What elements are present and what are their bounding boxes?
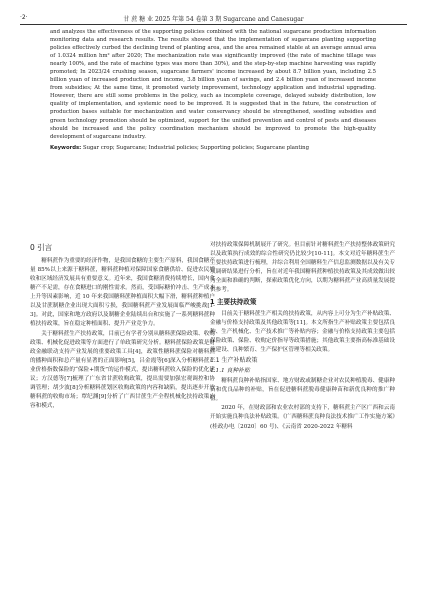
subsection-heading-1-1: 1.1 生产补贴政策 — [210, 357, 258, 365]
intro-paragraph-1: 糖料蔗作为重要的经济作物，是我国食糖的主要生产原料，我国食糖产量 85%以上来源于糖料蔗，糖料蔗种植对保障国家食糖供给、促进农民增收和区域经济发展具有重要意义。近年来，我国食糖消费持续增长，国内食糖产不足需，存在食糖进口的刚性需求。然而，受国际糖价冲击、生产成本上升等因素影响，近 10 年来我国糖料蔗种植面积大幅下滑，糖料蔗种植户以及甘蔗制糖企业出现大面积亏损，我国糖料蔗产业发展面临严峻挑战[1-3]。对此，国家和地方政府以及制糖企业陆续出台和实施了一系列糖料蔗种植扶持政策，旨在稳定种植面积、提升产业竞争力。 — [30, 258, 215, 328]
section-heading-1: 1 主要扶持政策 — [210, 298, 257, 307]
keywords-text: Sugar crop; Sugarcane; Industrial policies; Supporting policies; Sugarcane planting — [81, 144, 309, 151]
section-heading-introduction: 0 引言 — [30, 243, 53, 252]
page-number: ·2· — [20, 14, 28, 21]
paragraph-2020: 2020 年，在财政部和农业农村部的支持下，糖料蔗主产区广西和云南开始实施良种良法补贴政策。《广西糖料蔗良种良法技术推广工作实施方案》(桂政办电〔2020〕60 号)、《云南省 2020-2022 年糖料 — [210, 405, 395, 430]
left-column — [30, 241, 215, 411]
english-abstract — [50, 28, 376, 152]
right-column — [210, 241, 395, 432]
abstract-text: and analyzes the effectiveness of the supporting policies combined with the national sugarcane production information monitoring data and research results. The results showed that the implementation of sugarcane planting supporting policies effectively curbed the declining trend of planting area, and the area remained stable at an average annual area of 1.0324 million hm² after 2020; The mechanization rate was significantly improved (the rate of machine tillage was nearly 100%, and the rate of machine types was more than 30%), and the step-by-step machine harvesting was rapidly promoted; In 2023/24 crushing season, sugarcane farmers' income increased by about 8.7 billion yuan, including 2.5 billion yuan of increased production and income, 3.8 billion yuan of savings, and 2.4 billion yuan of increased income from subsidies; At the same time, it promoted variety improvement, technology application and industrial upgrading. However, there are still some problems in the policy, such as incomplete coverage, delayed subsidy distribution, low quality of implementation, and systemic need to be improved. It is suggested that in the future, the construction of production bases suitable for mechanization and water conservancy should be strengthened, seedling subsidies and green technology promotion should be optimized, support for the unified prevention and control of pests and diseases should be increased and the policy coordination mechanism should be improved to promote the high-quality development of sugarcane industry. — [50, 29, 376, 140]
keywords-label: Keywords: — [50, 144, 82, 151]
keywords — [50, 144, 376, 152]
section1-paragraph: 目前关于糖料蔗生产相关的扶持政策，从内容上可分为生产补贴政策、金融与价格支持政策及其他政策等[11]。本文所指生产补贴政策主要包括良种、生产机械化、生产技术推广等补贴内容；金融与价格支持政策主要包括保险政策、保险、收购定价指导等政策措施；其他政策主要指高标准基础设施建设、良种繁育、生产保护区管理等相关政策。 — [210, 310, 395, 354]
intro-paragraph-continued: 对扶持政策保障机制展开了研究。但目前针对糖料蔗生产扶持整体政策研究以及政策执行成效的综合性研究仍比较少[10-11]。本文对近年糖料蔗生产主要扶持政策进行梳理，并综合利用全国糖料生产信息监测数据以及有关专项调研结果进行分析，旨在对近年我国糖料蔗种植扶持政策及其成效做出较为全面和准确的判断，探索政策优化方向，以期为糖料蔗产业高质量发展提供参考。 — [210, 242, 395, 294]
running-header — [20, 12, 407, 25]
subsubsection-paragraph: 糖料蔗良种补贴指国家、地方财政或制糖企业对农民种植脱毒、健康种苗和优良品种的补贴，旨在促进糖料蔗脱毒健康种苗和新优良种的推广种植。 — [210, 378, 395, 403]
journal-running-title: 甘 蔗 糖 业 2025 年第 54 卷第 3 期 Sugarcane and Canesugar — [123, 16, 304, 23]
intro-paragraph-2: 关于糖料蔗生产扶持政策，目前已有学者分别从糖料蔗保险政策、收购政策、机械化促进政策等方面进行了单政策研究分析。糖料蔗保险政策是财政金融联动支持产业发展的重要政策工具[4]，政策性糖料蔗保险对糖料蔗的播种面积和总产量有显著的正面影响[5]，吕金霞等[6]深入分析糖料蔗产业价格指数保险的“保险+期货”的运作模式，提出糖料蔗收入保险的优化建议；方汉德等[7]梳理了广东省甘蔗收购政策，提出需要加强宏观调控和协调管理；胡少波[8]分析糖料蔗划区收购政策的内容和缺陷，提出逐步开放糖料蔗的收购市场；覃纪渊[9]分析了广西甘蔗生产全程机械化扶持政策内容和模式， — [30, 330, 215, 409]
subsubsection-heading-1-1-1: 1.1.1 良种补贴 — [210, 367, 250, 374]
